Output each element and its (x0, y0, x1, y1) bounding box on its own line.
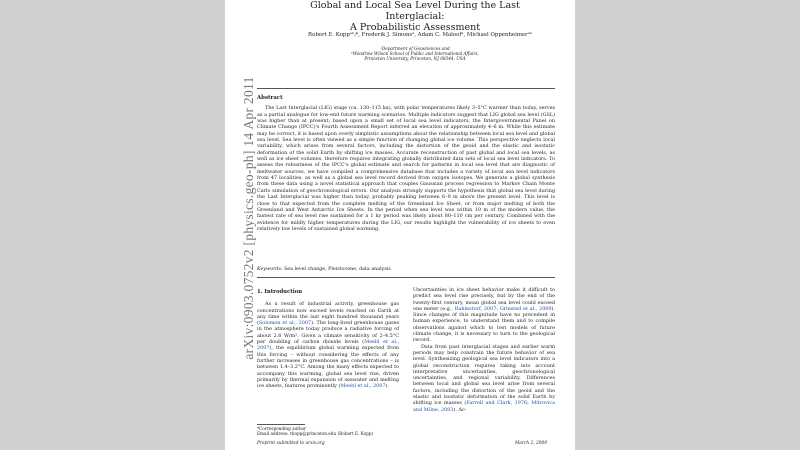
citation-link[interactable]: Mitrovica and Milne, 2003 (413, 400, 556, 413)
preprint-date: March 2, 2009 (515, 441, 547, 446)
citation-link[interactable]: Grinsted et al., 2009 (499, 305, 552, 312)
keywords-text: Sea level change, Pleistocene, data analysis (283, 267, 391, 272)
title-line-2: A Probabilistic Assessment (349, 22, 481, 33)
affiliation-b: ᵇWoodrow Wilson School of Public and International Affairs, (351, 51, 479, 57)
viewer-background-left (0, 0, 225, 450)
citation-link[interactable]: Rahmstorf, 2007 (454, 305, 497, 312)
column-right (413, 287, 555, 413)
preprint-note: Preprint submitted to arxiv.org (257, 441, 325, 446)
text-run: ). (385, 383, 389, 390)
citation-link[interactable]: Meehl et al., 2007 (257, 339, 399, 352)
keywords (257, 267, 555, 272)
footnote-rule (257, 424, 305, 425)
text-run: ). Since changes of this magnitude have no precedent in human experience, to understand them and to compile observations against which to test models of future climate change, it is necessary to turn to the geological record. (413, 305, 555, 344)
citation-link[interactable]: Meehl et al., 2007 (340, 383, 386, 390)
text-run: ). The long-lived greenhouse gases in the atmosphere today produce a radiative forcing of about 2.6 W/m². Given a climate sensitivity of 2–4.5°C per doubling of carbon dioxide levels ( (257, 320, 399, 346)
text-run: ; (496, 305, 500, 312)
text-run: As a result of industrial activity, greenhouse gas concentrations now exceed levels reached on Earth at any time within the last eight hundred thousand years ( (257, 301, 399, 327)
abstract-bottom-rule (257, 277, 555, 278)
abstract (257, 95, 555, 232)
viewer-background-right (575, 0, 800, 450)
affiliation-c: Princeton University, Princeton, NJ 08544, USA (364, 56, 466, 62)
footnote-email: Email address: rkopp@princeton.edu (Robert E. Kopp) (257, 431, 374, 436)
footnote (257, 426, 373, 436)
paper-title (285, 0, 545, 33)
paper-page (225, 0, 575, 450)
title-line-1: Global and Local Sea Level During the Last Interglacial: (310, 0, 520, 22)
text-run: ), the equilibrium global warming expected from this forcing – without considering the effects of any further increases in greenhouse gas concentrations – is between 1.4–3.2°C. Among the many effects expected to accompany this warming, global sea level rise, driven primarily by thermal expansion of seawater and melting ice sheets, features prominently ( (257, 345, 399, 390)
right-paragraph-2 (413, 344, 555, 413)
right-paragraph-1 (413, 287, 555, 344)
text-run: Data from past interglacial stages and earlier warm periods may help constrain the future behavior of sea level. Synthesizing geological sea level indicators into a global reconstruction requires taking into account interpretative uncertainties, geochronological uncertainties, and regional variability. Differences between local and global sea level arise from several factors, including the distortion of the geoid and the elastic and isostatic deformation of the solid Earth by shifting ice masses ( (413, 343, 555, 407)
keywords-label: Keywords: (257, 267, 283, 272)
column-left (257, 289, 399, 389)
intro-paragraph-1 (257, 301, 399, 389)
arxiv-stamp: arXiv:0903.0752v2 [physics.geo-ph] 14 Apr 2011 (241, 76, 256, 360)
text-run: ; (527, 400, 532, 407)
text-run: Uncertainties in ice sheet behavior make it difficult to predict sea level rise precisely, but by the end of the twenty-first century, mean global sea level could exceed one meter (e.g., (413, 287, 555, 312)
author-list: Robert E. Koppᵃᵇⱼ*, Frederik J. Simonsᵃ, Adam C. Maloofᵃ, Michael Oppenheimerᵃᵇ (308, 32, 532, 38)
text-run: ). Ac- (453, 406, 467, 413)
affiliation-a: ᵃDepartment of Geosciences and (380, 46, 450, 51)
abstract-body: The Last Interglacial (LIG) stage (ca. 130–115 ka), with polar temperatures likely 3–5°C warmer than today, serves as a partial analogue for low-end future warming scenarios. Multiple indicators suggest that LIG global sea level (GSL) was higher than at present; based upon a small set of local sea level indicators, the Intergovernmental Panel on Climate Change (IPCC)'s Fourth Assessment Report inferred an elevation of approximately 4–6 m. While this estimate may be correct, it is based upon overly simplistic assumptions about the relationship between local sea level and global sea level. Sea level is often viewed as a simple function of changing global ice volume. This perspective neglects local variability, which arises from several factors, including the distortion of the geoid and the elastic and isostatic deformation of the solid Earth by shifting ice masses. Accurate reconstruction of past global and local sea levels, as well as ice sheet volumes, therefore requires integrating globally distributed data sets of local sea level indicators. To assess the robustness of the IPCC's global estimate and search for patterns in local sea level that are diagnostic of meltwater sources, we have compiled a comprehensive database that includes a variety of local sea level indicators from 47 localities, as well as a global sea level record derived from oxygen isotopes. We generate a global synthesis from these data using a novel statistical approach that couples Gaussian process regression to Markov Chain Monte Carlo simulation of geochronological errors. Our analysis strongly supports the hypothesis that global sea level during the Last Interglacial was higher than today, probably peaking between 6–9 m above the present level. This level is close to that expected from the complete melting of the Greenland Ice Sheet, or from major melting of both the Greenland and West Antarctic Ice Sheets. In the period when sea level was within 10 m of the modern value, the fastest rate of sea level rise sustained for a 1 ky period was likely about 80–110 cm per century. Combined with the evidence for mildly higher temperatures during the LIG, our results highlight the vulnerability of ice sheets to even relatively low levels of sustained global warming. (257, 105, 555, 232)
section-heading: 1. Introduction (257, 289, 303, 295)
citation-link[interactable]: Solomon et al., 2007 (258, 320, 312, 327)
footnote-corresponding: *Corresponding author (257, 426, 307, 431)
abstract-heading: Abstract (257, 95, 283, 101)
citation-link[interactable]: Farrell and Clark, 1976 (466, 400, 528, 407)
abstract-top-rule (257, 88, 555, 89)
affiliations (285, 46, 545, 62)
